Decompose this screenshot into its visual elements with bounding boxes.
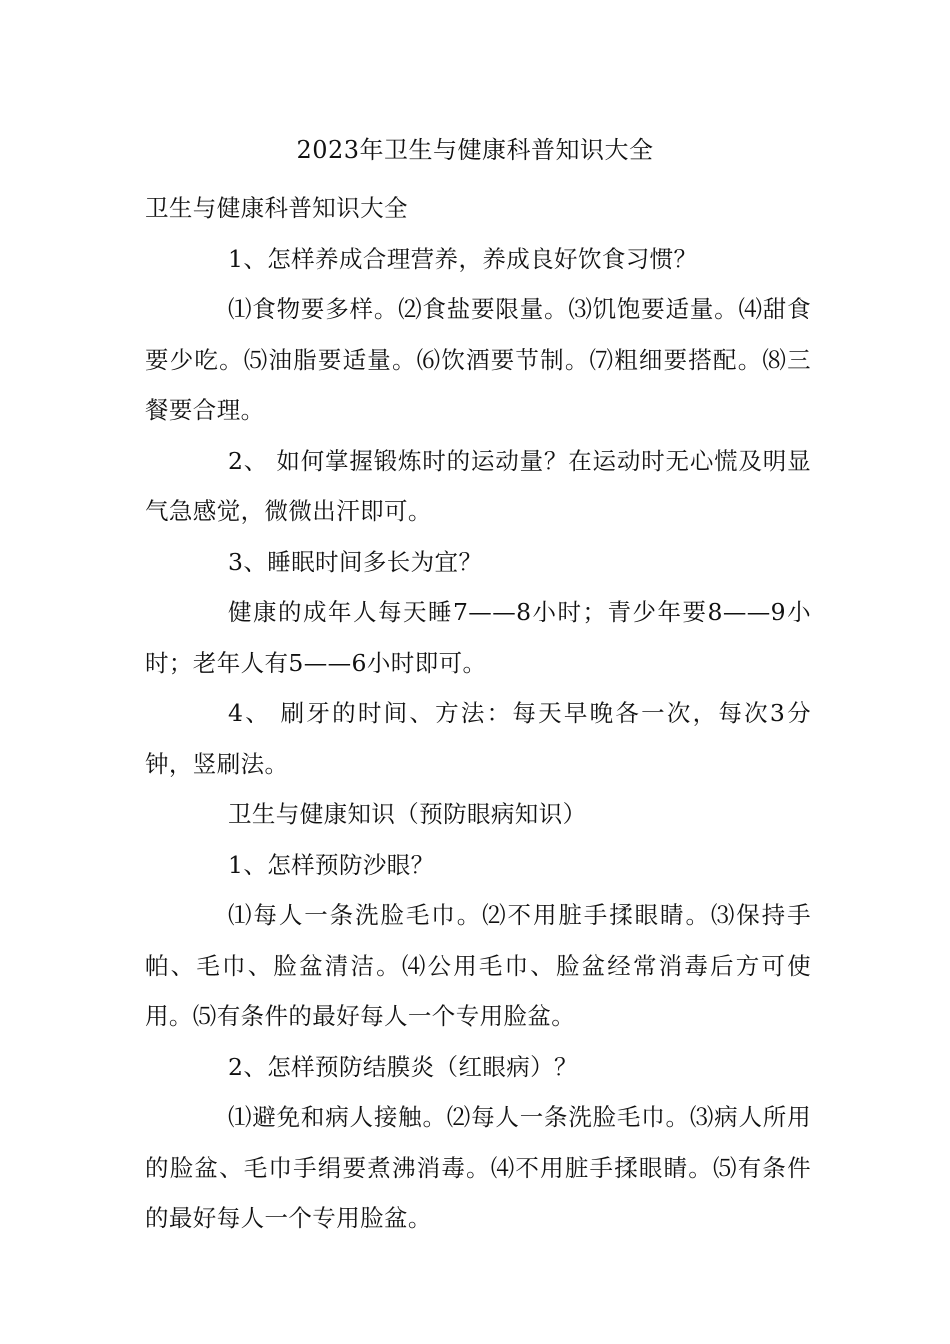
- question-conjunctivitis: 2、怎样预防结膜炎（红眼病）？: [228, 1052, 578, 1081]
- question-trachoma: 1、怎样预防沙眼？: [228, 850, 435, 879]
- answer-conjunctivitis: ⑴避免和病人接触。⑵每人一条洗脸毛巾。⑶病人所用的脸盆、毛巾手绢要煮沸消毒。⑷不用脏手揉眼睛。⑸有条件的最好每人一个专用脸盆。: [145, 1103, 811, 1232]
- answer-1-diet: ⑴食物要多样。⑵食盐要限量。⑶饥饱要适量。⑷甜食要少吃。⑸油脂要适量。⑹饮酒要节制。⑺粗细要搭配。⑻三餐要合理。: [145, 295, 811, 424]
- section-subheading: 卫生与健康科普知识大全: [145, 194, 408, 222]
- document-body: [145, 183, 811, 1244]
- question-4-brushing: 4、 刷牙的时间、方法：每天早晚各一次，每次3分钟，竖刷法。: [145, 699, 811, 778]
- answer-trachoma: ⑴每人一条洗脸毛巾。⑵不用脏手揉眼睛。⑶保持手帕、毛巾、脸盆清洁。⑷公用毛巾、脸盆经常消毒后方可使用。⑸有条件的最好每人一个专用脸盆。: [145, 901, 811, 1030]
- question-3-sleep: 3、睡眠时间多长为宜？: [228, 547, 483, 576]
- question-2-exercise: 2、 如何掌握锻炼时的运动量？在运动时无心慌及明显气急感觉，微微出汗即可。: [145, 446, 811, 525]
- question-1-diet: 1、怎样养成合理营养，养成良好饮食习惯？: [228, 244, 698, 273]
- answer-3-sleep: 健康的成年人每天睡7——8小时；青少年要8——9小时；老年人有5——6小时即可。: [145, 598, 811, 677]
- section-eye-disease-heading: 卫生与健康知识（预防眼病知识）: [228, 800, 587, 828]
- document-title: 2023年卫生与健康科普知识大全: [296, 136, 654, 164]
